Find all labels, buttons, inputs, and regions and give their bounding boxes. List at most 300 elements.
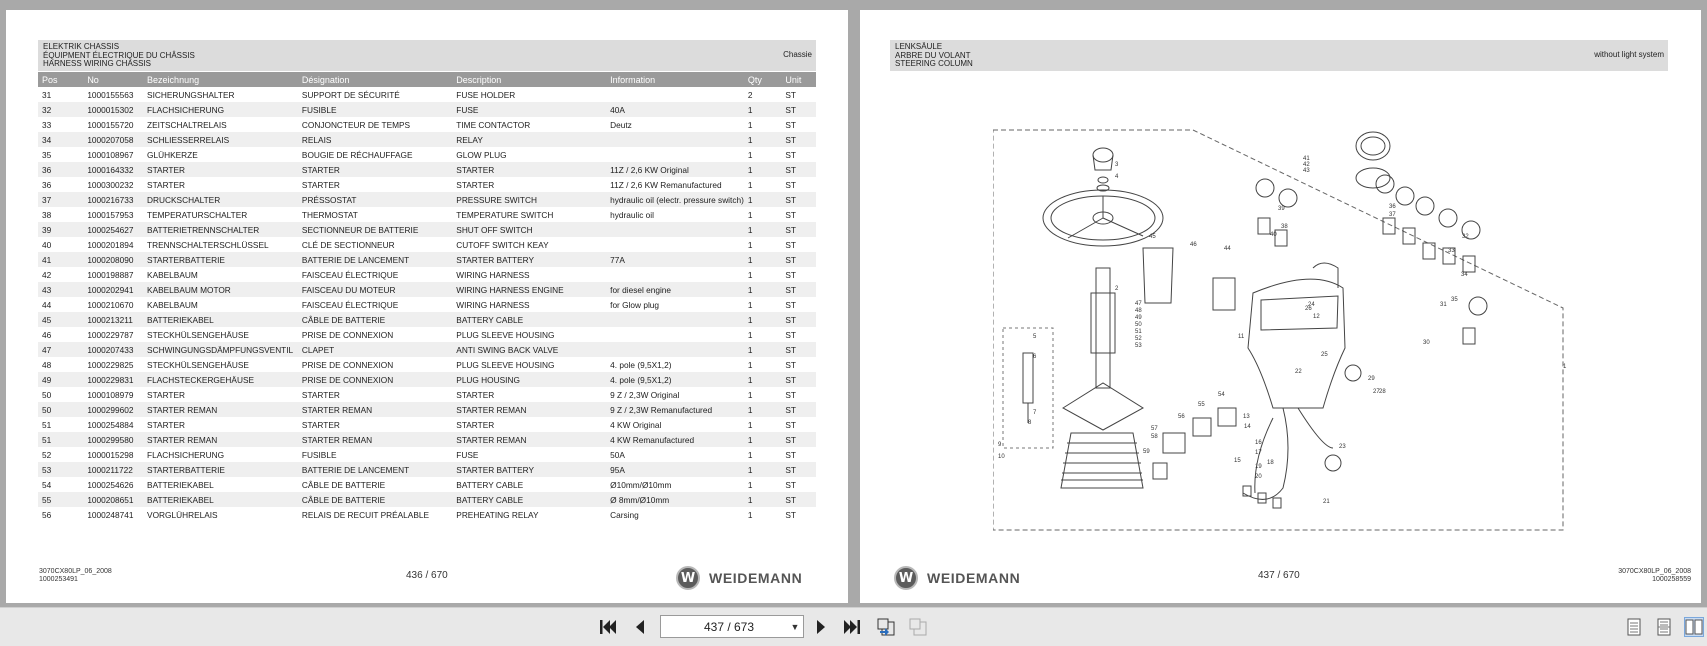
diagram-callout-label: 4 [1115, 174, 1119, 180]
table-cell: 1000164332 [83, 162, 143, 177]
table-cell: ST [785, 389, 796, 400]
table-cell: 1000210670 [87, 299, 134, 310]
diagram-callout-label: 15 [1234, 458, 1241, 464]
go-forward-view-button[interactable] [908, 617, 928, 637]
table-cell [606, 342, 744, 357]
column-header: No [83, 72, 143, 87]
table-cell: 1 [744, 492, 781, 507]
table-cell: 1000254884 [87, 419, 134, 430]
column-base-plate [1063, 383, 1143, 430]
table-cell: 1 [744, 372, 781, 387]
table-cell: 40 [42, 239, 52, 250]
table-cell: KABELBAUM [147, 269, 198, 280]
table-cell: STARTER REMAN [143, 402, 298, 417]
table-cell: BATTERY CABLE [452, 492, 606, 507]
last-page-button[interactable] [842, 617, 862, 637]
table-cell: ST [785, 209, 796, 220]
table-row [38, 282, 816, 297]
table-row [38, 432, 816, 447]
forward-view-icon [908, 617, 928, 637]
table-cell: 1 [747, 419, 753, 430]
diagram-callout-label: 32 [1462, 234, 1469, 240]
table-cell: ST [785, 299, 796, 310]
page-number: 436 / 670 [406, 570, 448, 581]
table-cell: VORGLÜHRELAIS [147, 509, 218, 520]
table-cell: STARTER BATTERY [452, 252, 606, 267]
table-cell: 1 [744, 312, 781, 327]
table-cell: ST [781, 432, 816, 447]
table-cell: PRÉSSOSTAT [298, 192, 452, 207]
table-cell: WIRING HARNESS ENGINE [452, 282, 606, 297]
diagram-callout-label: 13 [1243, 414, 1250, 420]
next-page-button[interactable] [811, 617, 831, 637]
table-cell: for Glow plug [610, 299, 660, 310]
table-cell: 1000248741 [87, 509, 134, 520]
back-view-icon [876, 617, 896, 637]
diagram-callout-label: 11 [1238, 334, 1245, 340]
column-header: Information [606, 72, 744, 87]
diagram-callout-label: 48 [1135, 308, 1142, 314]
continuous-view-button[interactable] [1654, 617, 1674, 637]
table-cell: 32 [38, 102, 83, 117]
table-cell: 11Z / 2,6 KW Original [606, 162, 744, 177]
table-cell: 1 [744, 222, 781, 237]
table-cell: 1000299580 [83, 432, 143, 447]
table-cell: 1000208651 [83, 492, 143, 507]
table-cell: 1 [747, 179, 753, 190]
table-cell: 1000300232 [87, 179, 134, 190]
table-cell: 50 [38, 402, 83, 417]
table-cell: STARTER [452, 162, 606, 177]
table-cell: STECKHÜLSENGEHÄUSE [147, 359, 249, 370]
column-header: Bezeichnung [143, 72, 298, 87]
table-cell: 1 [747, 149, 753, 160]
header-section-name: Chassie [783, 50, 812, 59]
footer-doc-info [1618, 568, 1691, 584]
weidemann-logo-mark: W [894, 566, 918, 590]
table-cell: ST [785, 329, 796, 340]
table-cell: 47 [38, 342, 83, 357]
table-cell: 45 [38, 312, 83, 327]
table-row [38, 132, 816, 147]
table-row [38, 297, 816, 312]
table-cell: PRISE DE CONNEXION [298, 372, 452, 387]
diagram-callout-label: 50 [1135, 322, 1142, 328]
table-cell: CUTOFF SWITCH KEAY [456, 239, 549, 250]
table-row [38, 477, 816, 492]
table-cell: FLACHSTECKERGEHÄUSE [143, 372, 298, 387]
table-cell: 77A [606, 252, 744, 267]
table-row [38, 162, 816, 177]
two-page-view-button[interactable] [1684, 617, 1704, 637]
table-cell: FUSIBLE [301, 449, 337, 460]
table-cell: TRENNSCHALTERSCHLÜSSEL [147, 239, 269, 250]
diagram-callout-label: 22 [1295, 369, 1302, 375]
table-cell: 1 [744, 132, 781, 147]
diagram-callout-label: 21 [1323, 499, 1330, 505]
table-cell [606, 327, 744, 342]
diagram-callout-label: 17 [1255, 450, 1262, 456]
table-cell: RELAY [452, 132, 606, 147]
table-cell: 43 [38, 282, 83, 297]
table-cell: SICHERUNGSHALTER [147, 89, 235, 100]
table-cell: BATTERIE DE LANCEMENT [298, 252, 452, 267]
steering-column-exploded-diagram [993, 118, 1573, 538]
table-cell [606, 132, 744, 147]
table-cell: ST [785, 359, 796, 370]
table-cell: 1000198887 [87, 269, 134, 280]
table-cell: STARTER [456, 419, 495, 430]
table-cell: BATTERIEKABEL [147, 479, 214, 490]
table-row [38, 357, 816, 372]
table-cell: ST [781, 282, 816, 297]
diagram-callout-label: 42 [1303, 162, 1310, 168]
diagram-callout-label: 57 [1151, 426, 1158, 432]
table-cell: 40A [606, 102, 744, 117]
table-cell: 1 [744, 462, 781, 477]
single-page-icon [1626, 618, 1642, 636]
table-cell: hydraulic oil [610, 209, 654, 220]
first-page-icon [599, 619, 617, 635]
diagram-callout-label: 14 [1244, 424, 1251, 430]
table-cell: 1000211722 [83, 462, 143, 477]
table-cell: STARTER REMAN [298, 402, 452, 417]
last-page-icon [843, 619, 861, 635]
footer-doc-info [39, 568, 112, 584]
table-cell: STARTER [301, 389, 340, 400]
table-cell: CÂBLE DE BATTERIE [301, 479, 386, 490]
table-cell: 2 [747, 89, 753, 100]
table-cell: SCHLIESSERRELAIS [143, 132, 298, 147]
diagram-callout-label: 26 [1305, 306, 1312, 312]
previous-page-button[interactable] [630, 617, 650, 637]
table-cell: FAISCEAU ÉLECTRIQUE [301, 299, 399, 310]
table-cell: STARTER [301, 179, 340, 190]
table-cell: STARTERBATTERIE [143, 252, 298, 267]
table-cell: ST [781, 402, 816, 417]
table-cell: BATTERY CABLE [452, 312, 606, 327]
table-row [38, 402, 816, 417]
table-cell: Carsing [610, 509, 639, 520]
header-line-fr: ARBRE DU VOLANT [895, 50, 971, 60]
table-cell: ST [785, 119, 796, 130]
table-cell: 1000157953 [87, 209, 134, 220]
table-cell: 1 [747, 209, 753, 220]
table-cell: TEMPERATURE SWITCH [456, 209, 554, 220]
gas-spring [1023, 353, 1033, 403]
table-cell: STARTER BATTERY [452, 462, 606, 477]
header-line-en: STEERING COLUMN [895, 59, 973, 68]
table-cell [606, 147, 744, 162]
diagram-callout-label: 12 [1313, 314, 1320, 320]
table-row [38, 267, 816, 282]
column-header: Unit [781, 72, 816, 87]
table-cell: STARTER REMAN [452, 402, 606, 417]
page-number-value: 437 / 673 [703, 619, 755, 634]
weidemann-logo [894, 566, 1020, 590]
table-row [38, 492, 816, 507]
table-cell: GLOW PLUG [456, 149, 507, 160]
table-cell: TIME CONTACTOR [456, 119, 531, 130]
table-cell: STARTER [147, 419, 186, 430]
table-cell: 56 [42, 509, 52, 520]
table-cell: 1 [744, 162, 781, 177]
table-cell: 1 [747, 329, 753, 340]
table-cell: 48 [42, 359, 52, 370]
header-line-en: HARNESS WIRING CHASSIS [43, 59, 152, 68]
table-cell: RELAIS DE RECUIT PRÉALABLE [301, 509, 430, 520]
section-header [38, 40, 816, 71]
table-cell: ST [785, 239, 796, 250]
table-cell: SCHWINGUNGSDÄMPFUNGSVENTIL [143, 342, 298, 357]
table-cell: BOUGIE DE RÉCHAUFFAGE [301, 149, 413, 160]
table-cell: 46 [42, 329, 52, 340]
diagram-callout-label: 8 [1028, 420, 1032, 426]
table-cell: 1000208090 [83, 252, 143, 267]
table-cell: hydraulic oil (electr. pressure switch) [606, 192, 744, 207]
table-cell: 50 [42, 389, 52, 400]
table-cell: 1000254627 [83, 222, 143, 237]
table-cell: KABELBAUM [147, 299, 198, 310]
table-cell: BATTERIE DE LANCEMENT [298, 462, 452, 477]
table-cell: 1 [744, 402, 781, 417]
table-row [38, 147, 816, 162]
diagram-callout-label: 38 [1281, 224, 1288, 230]
diagram-callout-label: 56 [1178, 414, 1185, 420]
diagram-callout-label: 53 [1135, 343, 1142, 349]
diagram-callout-label: 1 [1563, 364, 1567, 370]
diagram-callout-label: 5 [1033, 334, 1037, 340]
diagram-callout-label: 3 [1115, 162, 1119, 168]
table-cell: SUPPORT DE SÉCURITÉ [301, 89, 400, 100]
table-cell: FUSE [456, 449, 479, 460]
table-cell: ST [781, 162, 816, 177]
diagram-callout-label: 45 [1149, 234, 1156, 240]
table-row [38, 222, 816, 237]
table-cell: 51 [42, 419, 52, 430]
table-cell: 31 [42, 89, 52, 100]
diagram-callout-label: 55 [1198, 402, 1205, 408]
table-row [38, 462, 816, 477]
steering-column [1096, 268, 1110, 388]
table-cell: DRUCKSCHALTER [143, 192, 298, 207]
diagram-callout-label: 49 [1135, 315, 1142, 321]
diagram-callout-label: 10 [998, 454, 1005, 460]
table-cell: 1 [747, 449, 753, 460]
table-row [38, 177, 816, 192]
table-cell: STARTER [147, 179, 186, 190]
diagram-callout-label: 36 [1389, 204, 1396, 210]
table-row [38, 192, 816, 207]
table-cell: 1000216733 [83, 192, 143, 207]
diagram-callout-label: 30 [1423, 340, 1430, 346]
table-row [38, 207, 816, 222]
diagram-callout-label: 7 [1033, 410, 1037, 416]
table-cell: 1 [747, 269, 753, 280]
table-cell: 1 [747, 479, 753, 490]
table-cell: 4. pole (9,5X1,2) [606, 372, 744, 387]
table-cell: 51 [38, 432, 83, 447]
table-cell: ST [781, 462, 816, 477]
table-cell: PRISE DE CONNEXION [301, 359, 394, 370]
diagram-callout-label: 34 [1461, 272, 1468, 278]
header-line-fr: ÉQUIPMENT ÉLECTRIQUE DU CHÂSSIS [43, 50, 195, 60]
table-cell [606, 237, 744, 252]
left-page [6, 10, 848, 603]
header-line-de: ELEKTRIK CHASSIS [43, 42, 120, 51]
single-page-view-button[interactable] [1624, 617, 1644, 637]
table-cell: BATTERIEKABEL [143, 312, 298, 327]
table-row [38, 507, 816, 522]
ignition-switch [1345, 365, 1361, 381]
table-cell: Ø10mm/Ø10mm [610, 479, 672, 490]
table-cell: 1 [744, 432, 781, 447]
table-cell: 36 [42, 179, 52, 190]
header-section-name: without light system [1594, 50, 1664, 59]
table-cell: ST [781, 372, 816, 387]
side-cover [1143, 248, 1173, 303]
table-cell: ZEITSCHALTRELAIS [147, 119, 227, 130]
table-cell: 1000207433 [83, 342, 143, 357]
table-cell: 1000108967 [87, 149, 134, 160]
table-cell: 1000108979 [87, 389, 134, 400]
table-cell: 1000213211 [83, 312, 143, 327]
page-number-field[interactable] [660, 615, 804, 638]
table-cell: BATTERIETRENNSCHALTER [143, 222, 298, 237]
table-cell: 1 [747, 389, 753, 400]
table-cell: 49 [38, 372, 83, 387]
table-cell: STARTER REMAN [143, 432, 298, 447]
table-cell: ANTI SWING BACK VALVE [452, 342, 606, 357]
table-cell: 1000207058 [83, 132, 143, 147]
dropdown-icon[interactable]: ▼ [790, 621, 800, 632]
table-cell: STECKHÜLSENGEHÄUSE [147, 329, 249, 340]
table-cell: PRESSURE SWITCH [452, 192, 606, 207]
column-header: Description [452, 72, 606, 87]
table-row [38, 87, 816, 102]
two-page-icon [1685, 619, 1703, 635]
table-cell: ST [781, 192, 816, 207]
table-cell: 1000015302 [83, 102, 143, 117]
relay [1163, 433, 1185, 453]
table-cell: 54 [42, 479, 52, 490]
table-cell: 33 [42, 119, 52, 130]
table-cell: FAISCEAU ÉLECTRIQUE [301, 269, 399, 280]
table-cell: 9 Z / 2,3W Original [610, 389, 680, 400]
table-cell: 1 [744, 192, 781, 207]
table-row [38, 252, 816, 267]
go-back-view-button[interactable] [876, 617, 896, 637]
table-cell: FAISCEAU DU MOTEUR [298, 282, 452, 297]
table-cell: PLUG SLEEVE HOUSING [456, 359, 555, 370]
diagram-callout-label: 46 [1190, 242, 1197, 248]
diagram-callout-label: 47 [1135, 301, 1142, 307]
footer-id: 1000253491 [39, 576, 78, 583]
column-header: Pos [38, 72, 83, 87]
table-cell: WIRING HARNESS [456, 299, 530, 310]
first-page-button[interactable] [598, 617, 618, 637]
diagram-callout-label: 39 [1278, 206, 1285, 212]
table-row [38, 342, 816, 357]
continuous-page-icon [1656, 618, 1672, 636]
table-cell: ST [785, 89, 796, 100]
table-cell: ST [781, 222, 816, 237]
table-cell: ST [785, 509, 796, 520]
table-cell: SHUT OFF SWITCH [452, 222, 606, 237]
table-cell: 1 [747, 509, 753, 520]
table-row [38, 447, 816, 462]
table-cell: 4. pole (9,5X1,2) [610, 359, 672, 370]
table-cell: 1000229831 [83, 372, 143, 387]
table-cell: 11Z / 2,6 KW Remanufactured [610, 179, 722, 190]
table-cell: 1000202941 [83, 282, 143, 297]
table-cell: CÂBLE DE BATTERIE [298, 492, 452, 507]
table-cell: PREHEATING RELAY [456, 509, 539, 520]
table-cell: ST [785, 419, 796, 430]
table-cell: Deutz [610, 119, 632, 130]
section-header [890, 40, 1668, 71]
table-cell: 35 [42, 149, 52, 160]
table-cell: ST [781, 312, 816, 327]
page-number: 437 / 670 [1258, 570, 1300, 581]
weidemann-logo-mark: W [676, 566, 700, 590]
wheel-knob [1093, 148, 1113, 162]
diagram-callout-label: 29 [1368, 376, 1375, 382]
table-cell: 1000015298 [87, 449, 134, 460]
table-cell: 1 [747, 239, 753, 250]
diagram-callout-label: 23 [1339, 444, 1346, 450]
table-row [38, 417, 816, 432]
table-cell: SECTIONNEUR DE BATTERIE [298, 222, 452, 237]
table-cell: 37 [38, 192, 83, 207]
table-cell: 52 [42, 449, 52, 460]
diagram-callout-label: 51 [1135, 329, 1142, 335]
weidemann-logo [676, 566, 802, 590]
table-cell: PLUG HOUSING [452, 372, 606, 387]
table-cell: 50A [610, 449, 625, 460]
table-cell: 53 [38, 462, 83, 477]
table-cell: 55 [38, 492, 83, 507]
table-cell: 44 [42, 299, 52, 310]
table-cell: for diesel engine [606, 282, 744, 297]
table-cell: 1 [747, 359, 753, 370]
table-cell: 42 [42, 269, 52, 280]
table-cell: RELAIS [298, 132, 452, 147]
previous-page-icon [634, 619, 646, 635]
table-cell: 4 KW Original [610, 419, 662, 430]
table-cell: 1000254626 [87, 479, 134, 490]
table-cell: 1000229787 [87, 329, 134, 340]
table-cell: PRISE DE CONNEXION [301, 329, 394, 340]
table-cell: ST [781, 492, 816, 507]
table-cell: 1 [747, 119, 753, 130]
table-cell: CONJONCTEUR DE TEMPS [301, 119, 411, 130]
diagram-callout-label: 6 [1033, 354, 1037, 360]
table-cell: ST [785, 269, 796, 280]
table-cell: FLACHSICHERUNG [143, 102, 298, 117]
table-cell: KABELBAUM MOTOR [143, 282, 298, 297]
table-row [38, 327, 816, 342]
table-row [38, 102, 816, 117]
table-cell: GLÜHKERZE [147, 149, 198, 160]
table-cell: 1 [744, 342, 781, 357]
diagram-callout-label: 35 [1451, 297, 1458, 303]
table-cell: 38 [42, 209, 52, 220]
diagram-callout-label: 37 [1389, 212, 1396, 218]
table-cell: ST [781, 132, 816, 147]
diagram-callout-label: 43 [1303, 168, 1310, 174]
diagram-callout-label: 2 [1115, 286, 1119, 292]
